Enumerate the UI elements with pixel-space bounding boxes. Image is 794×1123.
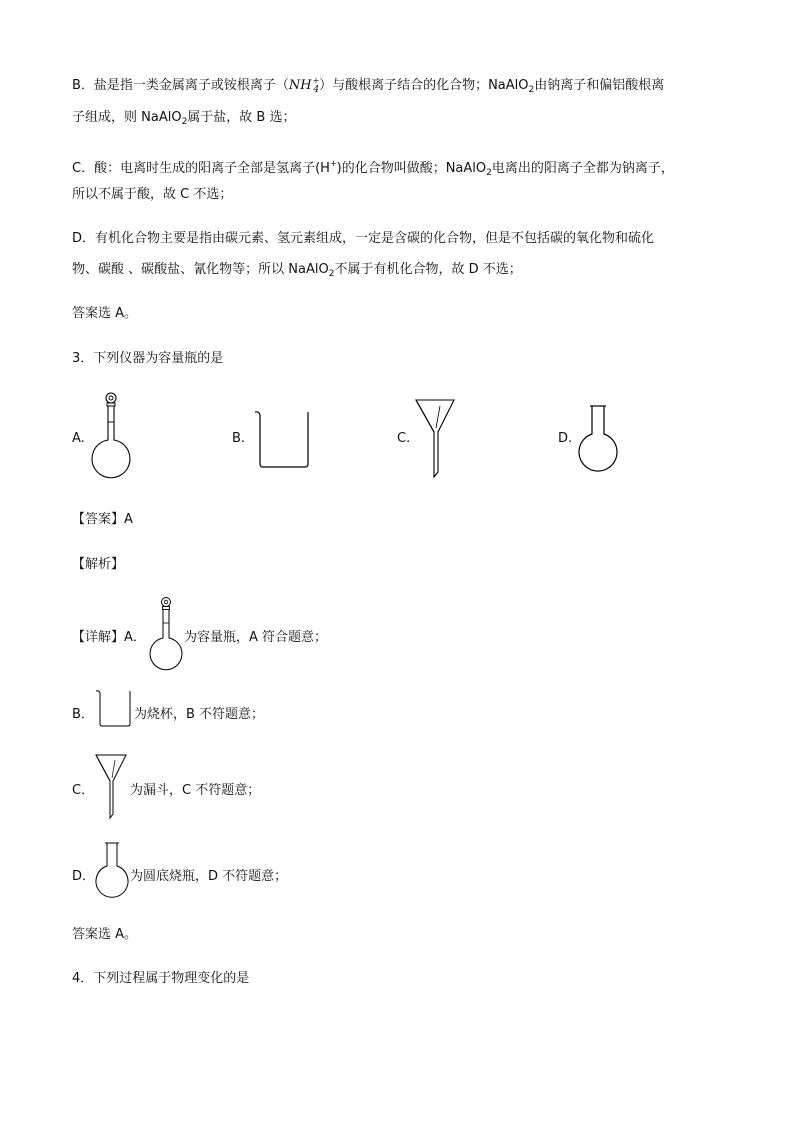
ammonium-formula	[289, 78, 319, 93]
text: 4．下列过程属于物理变化的是	[72, 971, 250, 986]
charge-superscript: +	[312, 76, 320, 85]
nh-text: NH	[288, 78, 312, 93]
funnel-icon	[414, 398, 456, 480]
detail-c-prefix: C．	[72, 783, 95, 798]
count-subscript: 4	[313, 85, 320, 95]
text: 子组成，则 NaAlO	[72, 110, 182, 125]
text: A．	[124, 630, 146, 645]
superscript: +	[329, 159, 337, 168]
volumetric-flask-icon	[90, 390, 132, 482]
text: 答案选 A。	[72, 927, 138, 942]
answer-value: A	[124, 512, 133, 527]
detail-label: 【详解】	[72, 630, 125, 645]
paragraph-b-line2	[72, 109, 295, 131]
question-4-stem	[72, 970, 249, 988]
text: 【解析】	[72, 557, 125, 572]
volumetric-flask-icon	[148, 595, 184, 673]
option-c-label: C.	[397, 431, 411, 446]
text: C．酸：电离时生成的阳离子全部是氢离子(H	[72, 161, 330, 176]
answer-label: 【答案】	[72, 512, 125, 527]
analysis-label	[72, 556, 124, 574]
detail-d-prefix: D．	[72, 869, 96, 884]
text: ）与酸根离子结合的化合物；NaAlO	[319, 78, 529, 93]
text: 电离出的阳离子全都为钠离子，	[491, 161, 674, 176]
text: 所以不属于酸，故 C 不选；	[72, 187, 233, 202]
detail-c-text: 为漏斗，C 不符题意；	[130, 783, 261, 798]
beaker-icon	[94, 688, 134, 728]
round-bottom-flask-icon	[94, 841, 130, 901]
subscript: 2	[328, 269, 335, 279]
paragraph-c-line2	[72, 186, 232, 204]
text: 3．下列仪器为容量瓶的是	[72, 351, 224, 366]
text: 属于盐，故 B 选；	[187, 110, 296, 125]
paragraph-c-line1	[72, 155, 674, 182]
text: 由钠离子和偏铝酸根离	[534, 78, 665, 93]
option-a-label: A.	[72, 431, 85, 446]
answer-3	[72, 511, 133, 529]
paragraph-d-line1	[72, 230, 654, 248]
beaker-icon	[252, 408, 314, 470]
detail-b-text: 为烧杯，B 不符题意；	[134, 707, 265, 722]
text: 答案选 A。	[72, 306, 138, 321]
subscript: 2	[528, 85, 535, 95]
option-d-label: D.	[558, 431, 573, 446]
paragraph-b-line1	[72, 72, 664, 99]
subscript: 2	[486, 168, 492, 178]
text: 不属于有机化合物，故 D 不选；	[334, 262, 522, 277]
detail-a-text: 为容量瓶，A 符合题意；	[184, 630, 328, 645]
question-3-stem	[72, 350, 223, 368]
detail-a-prefix	[72, 626, 146, 645]
detail-d-text: 为圆底烧瓶，D 不符题意；	[130, 869, 288, 884]
round-bottom-flask-icon	[576, 404, 620, 474]
answer-line-2	[72, 926, 137, 944]
option-b-label: B.	[232, 431, 246, 446]
text: D．有机化合物主要是指由碳元素、氢元素组成，一定是含碳的化合物，但是不包括碳的氧化物和硫化	[72, 231, 655, 246]
text: B．盐是指一类金属离子或铵根离子（	[72, 78, 289, 93]
paragraph-d-line2	[72, 261, 522, 283]
text: 物、碳酸 、碳酸盐、氰化物等；所以 NaAlO	[72, 262, 329, 277]
funnel-icon	[94, 753, 128, 821]
text: )的化合物叫做酸；NaAlO	[336, 161, 487, 176]
answer-line-1	[72, 305, 137, 323]
detail-b-prefix: B．	[72, 707, 94, 722]
subscript: 2	[181, 117, 188, 127]
